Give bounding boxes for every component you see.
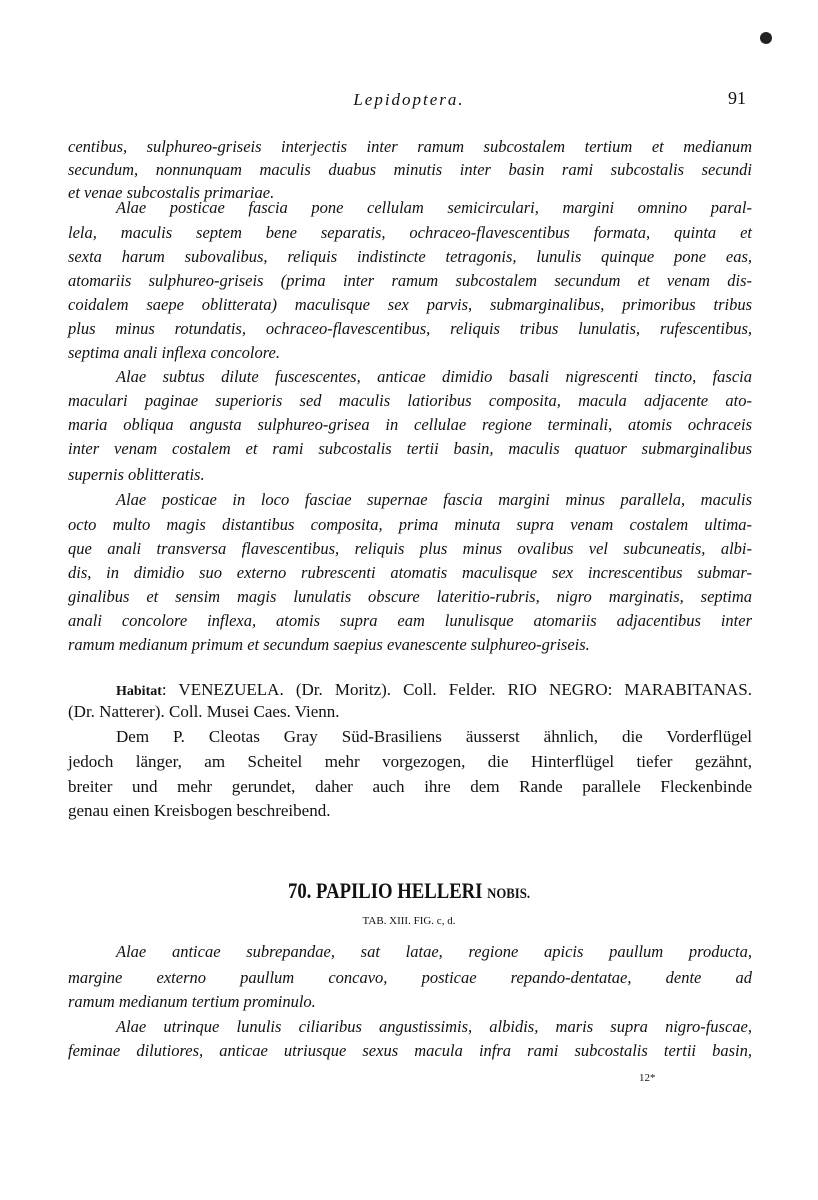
habitat-line-1: Habitat: VENEZUELA. (Dr. Moritz). Coll. Felder. RIO NEGRO: MARABITANAS. [116,680,752,699]
para5-line: margine externo paullum concavo, posticae repando-dentatae, dente ad [68,968,752,987]
para2-line: coidalem saepe oblitterata) maculisque sex parvis, submarginalibus, primoribus tribus [68,295,752,314]
para4-line: dis, in dimidio suo externo rubrescenti atomatis maculisque sex increscentibus submar- [68,563,752,582]
para6-line: feminae dilutiores, anticae utriusque sexus macula infra rami subcostalis tertii basin, [68,1041,752,1060]
para6-line: Alae utrinque lunulis ciliaribus angustissimis, albidis, maris supra nigro-fuscae, [116,1017,752,1036]
habitat-label: Habitat [116,684,162,699]
para4-line: que anali transversa flavescentibus, reliquis plus minus ovalibus vel subcuneatis, albi- [68,539,752,558]
para2-line: Alae posticae fascia pone cellulam semicirculari, margini omnino paral- [116,198,752,217]
ink-spot [760,32,772,44]
para2-line: sexta harum subovalibus, reliquis indistincte tetragonis, lunulis quinque pone eas, [68,247,752,266]
para3-line: supernis oblitteratis. [68,465,205,484]
para4-line: ramum medianum primum et secundum saepius evanescente sulphureo-griseis. [68,635,590,654]
habitat-line-2: (Dr. Natterer). Coll. Musei Caes. Vienn. [68,702,340,721]
running-title: Lepidoptera. [353,90,465,109]
para5-line: Alae anticae subrepandae, sat latae, regione apicis paullum producta, [116,942,752,961]
species-heading: 70. PAPILIO HELLERI NOBIS. [287,878,531,903]
german-line: jedoch länger, am Scheitel mehr vorgezogen, die Hinterflügel tiefer gezähnt, [68,752,752,771]
para1-line: secundum, nonnunquam maculis duabus minutis inter basin rami subcostalis secundi [68,160,752,179]
para2-line: atomariis sulphureo-griseis (prima inter ramum subcostalem secundum et venam dis- [68,271,752,290]
para3-line: maria obliqua angusta sulphureo-grisea in cellulae regione terminali, atomis ochraceis [68,415,752,434]
plate-reference: TAB. XIII. FIG. c, d. [362,915,456,927]
para2-line: lela, maculis septem bene separatis, ochraceo-flavescentibus formata, quinta et [68,223,752,242]
para4-line: ginalibus et sensim magis lunulatis obscure lateritio-rubris, nigro marginatis, septima [68,587,752,606]
german-line: Dem P. Cleotas Gray Süd-Brasiliens äusserst ähnlich, die Vorderflügel [116,727,752,746]
para4-line: anali concolore inflexa, atomis supra eam lunulisque atomariis adjacentibus inter [68,611,752,630]
para1-line: centibus, sulphureo-griseis interjectis inter ramum subcostalem tertium et medianum [68,137,752,156]
para5-line: ramum medianum tertium prominulo. [68,992,316,1011]
para4-line: octo multo magis distantibus composita, prima minuta supra venam costalem ultima- [68,515,752,534]
german-line: genau einen Kreisbogen beschreibend. [68,801,331,820]
signature-mark: 12* [639,1072,656,1084]
para4-line: Alae posticae in loco fasciae supernae fascia margini minus parallela, maculis [116,490,752,509]
page-number: 91 [728,88,746,108]
para3-line: Alae subtus dilute fuscescentes, anticae dimidio basali nigrescenti tincto, fascia [116,367,752,386]
para2-line: plus minus rotundatis, ochraceo-flavescentibus, reliquis tribus lunulatis, rufescentibus, [68,319,752,338]
para3-line: maculari paginae superioris sed maculis latioribus composita, macula adjacente ato- [68,391,752,410]
para1-line: et venae subcostalis primariae. [68,183,275,202]
para3-line: inter venam costalem et rami subcostalis tertii basin, maculis quatuor submarginalibus [68,439,752,458]
german-line: breiter und mehr gerundet, daher auch ihre dem Rande parallele Fleckenbinde [68,777,752,796]
para2-line: septima anali inflexa concolore. [68,343,281,362]
